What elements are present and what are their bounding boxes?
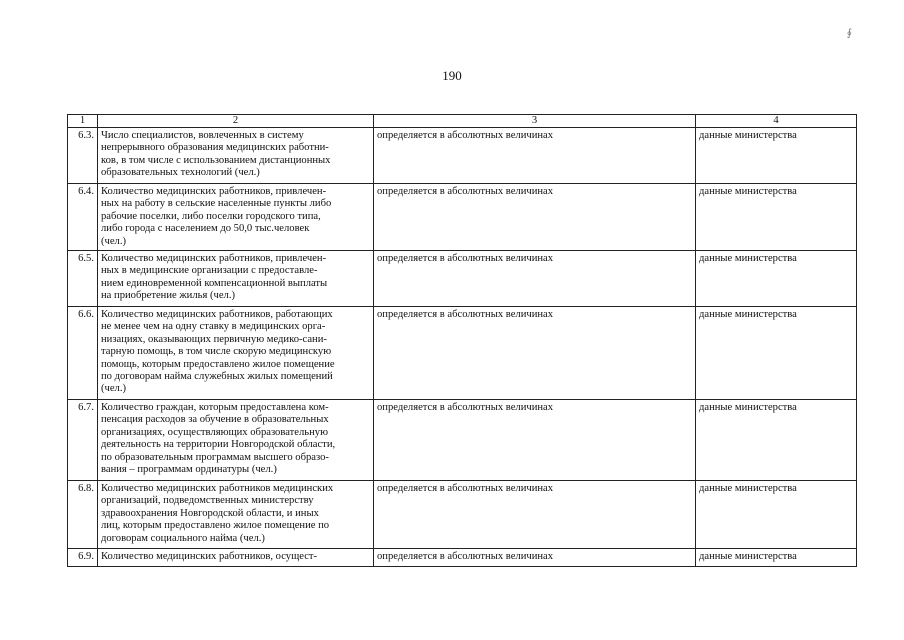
indicator-name-line: Количество медицинских работников медицинских bbox=[101, 483, 334, 494]
indicator-name bbox=[98, 549, 374, 567]
calculation-method: определяется в абсолютных величинах bbox=[374, 481, 696, 549]
indicator-name-line: по образовательным программам высшего образо- bbox=[101, 451, 329, 463]
header-cell-4: 4 bbox=[696, 115, 857, 128]
indicator-name bbox=[98, 481, 374, 549]
data-source: данные министерства bbox=[696, 400, 857, 481]
indicator-name bbox=[98, 128, 374, 184]
table-row bbox=[68, 549, 857, 567]
row-number: 6.4. bbox=[68, 184, 98, 251]
header-cell-1: 1 bbox=[68, 115, 98, 128]
indicator-name-line: непрерывного образования медицинских работни- bbox=[101, 142, 329, 154]
header-cell-3: 3 bbox=[374, 115, 696, 128]
indicator-name-line: низациях, оказывающих первичную медико-сани- bbox=[101, 333, 327, 345]
page-number: 190 bbox=[442, 68, 462, 83]
table-row bbox=[68, 184, 857, 251]
indicator-name bbox=[98, 400, 374, 481]
calculation-method: определяется в абсолютных величинах bbox=[374, 307, 696, 400]
indicator-name-line: Количество медицинских работников, привлечен- bbox=[101, 186, 327, 197]
indicator-name-line: рабочие поселки, либо поселки городского типа, bbox=[101, 210, 321, 222]
table-row bbox=[68, 251, 857, 307]
indicator-name-line: Количество граждан, которым предоставлена ком- bbox=[101, 402, 329, 413]
indicator-name-line: ков, в том числе с использованием дистанционных bbox=[101, 154, 331, 166]
data-source: данные министерства bbox=[696, 307, 857, 400]
table-row bbox=[68, 481, 857, 549]
table-row bbox=[68, 128, 857, 184]
indicator-name bbox=[98, 184, 374, 251]
header-cell-2: 2 bbox=[98, 115, 374, 128]
indicator-name-line: образовательных технологий (чел.) bbox=[101, 167, 260, 179]
row-number: 6.3. bbox=[68, 128, 98, 184]
row-number: 6.6. bbox=[68, 307, 98, 400]
table-row bbox=[68, 307, 857, 400]
data-source: данные министерства bbox=[696, 184, 857, 251]
indicator-name-line: на приобретение жилья (чел.) bbox=[101, 290, 236, 302]
indicator-name-line: ных в медицинские организации с предоставле- bbox=[101, 265, 318, 277]
calculation-method: определяется в абсолютных величинах bbox=[374, 400, 696, 481]
indicator-name-line: либо города с населением до 50,0 тыс.человек bbox=[101, 223, 310, 235]
indicator-name-line: по договорам найма служебных жилых помещений bbox=[101, 371, 333, 383]
calculation-method: определяется в абсолютных величинах bbox=[374, 549, 696, 567]
calculation-method: определяется в абсолютных величинах bbox=[374, 128, 696, 184]
data-source: данные министерства bbox=[696, 549, 857, 567]
indicator-name-line: вания – программам ординатуры (чел.) bbox=[101, 464, 277, 476]
table-row bbox=[68, 400, 857, 481]
table-header-row bbox=[68, 115, 857, 128]
row-number: 6.5. bbox=[68, 251, 98, 307]
indicator-name-line: тарную помощь, в том числе скорую медицинскую bbox=[101, 346, 332, 358]
indicator-name-line: организаций, подведомственных министерству bbox=[101, 495, 314, 507]
indicator-name-line: Количество медицинских работников, работающих bbox=[101, 309, 333, 320]
indicator-name-line: организациях, осуществляющих образовательную bbox=[101, 426, 328, 438]
indicator-name-line: Количество медицинских работников, осущест- bbox=[101, 551, 318, 562]
indicator-table bbox=[67, 114, 857, 567]
data-source: данные министерства bbox=[696, 251, 857, 307]
indicator-name-line: ных на работу в сельские населенные пункты либо bbox=[101, 198, 332, 210]
indicator-name-line: договорам социального найма (чел.) bbox=[101, 532, 265, 544]
indicator-name bbox=[98, 307, 374, 400]
indicator-name-line: Количество медицинских работников, привлечен- bbox=[101, 253, 327, 264]
data-source: данные министерства bbox=[696, 481, 857, 549]
indicator-name-line: лиц, которым предоставлено жилое помещение по bbox=[101, 520, 330, 532]
calculation-method: определяется в абсолютных величинах bbox=[374, 184, 696, 251]
corner-mark: ∮ bbox=[846, 28, 852, 39]
calculation-method: определяется в абсолютных величинах bbox=[374, 251, 696, 307]
indicator-name-line: помощь, которым предоставлено жилое помещение bbox=[101, 358, 335, 370]
row-number: 6.7. bbox=[68, 400, 98, 481]
indicator-name-line: не менее чем на одну ставку в медицинских орга- bbox=[101, 321, 326, 333]
indicator-name-line: здравоохранения Новгородской области, и иных bbox=[101, 507, 319, 519]
indicator-name-line: (чел.) bbox=[101, 383, 127, 395]
indicator-name-line: нием единовременной компенсационной выплаты bbox=[101, 277, 328, 289]
indicator-name-line: Число специалистов, вовлеченных в систему bbox=[101, 130, 304, 141]
indicator-name-line: деятельность на территории Новгородской области, bbox=[101, 439, 336, 451]
row-number: 6.9. bbox=[68, 549, 98, 567]
indicator-name bbox=[98, 251, 374, 307]
data-source: данные министерства bbox=[696, 128, 857, 184]
indicator-name-line: (чел.) bbox=[101, 235, 127, 247]
indicator-name-line: пенсация расходов за обучение в образовательных bbox=[101, 414, 329, 426]
row-number: 6.8. bbox=[68, 481, 98, 549]
